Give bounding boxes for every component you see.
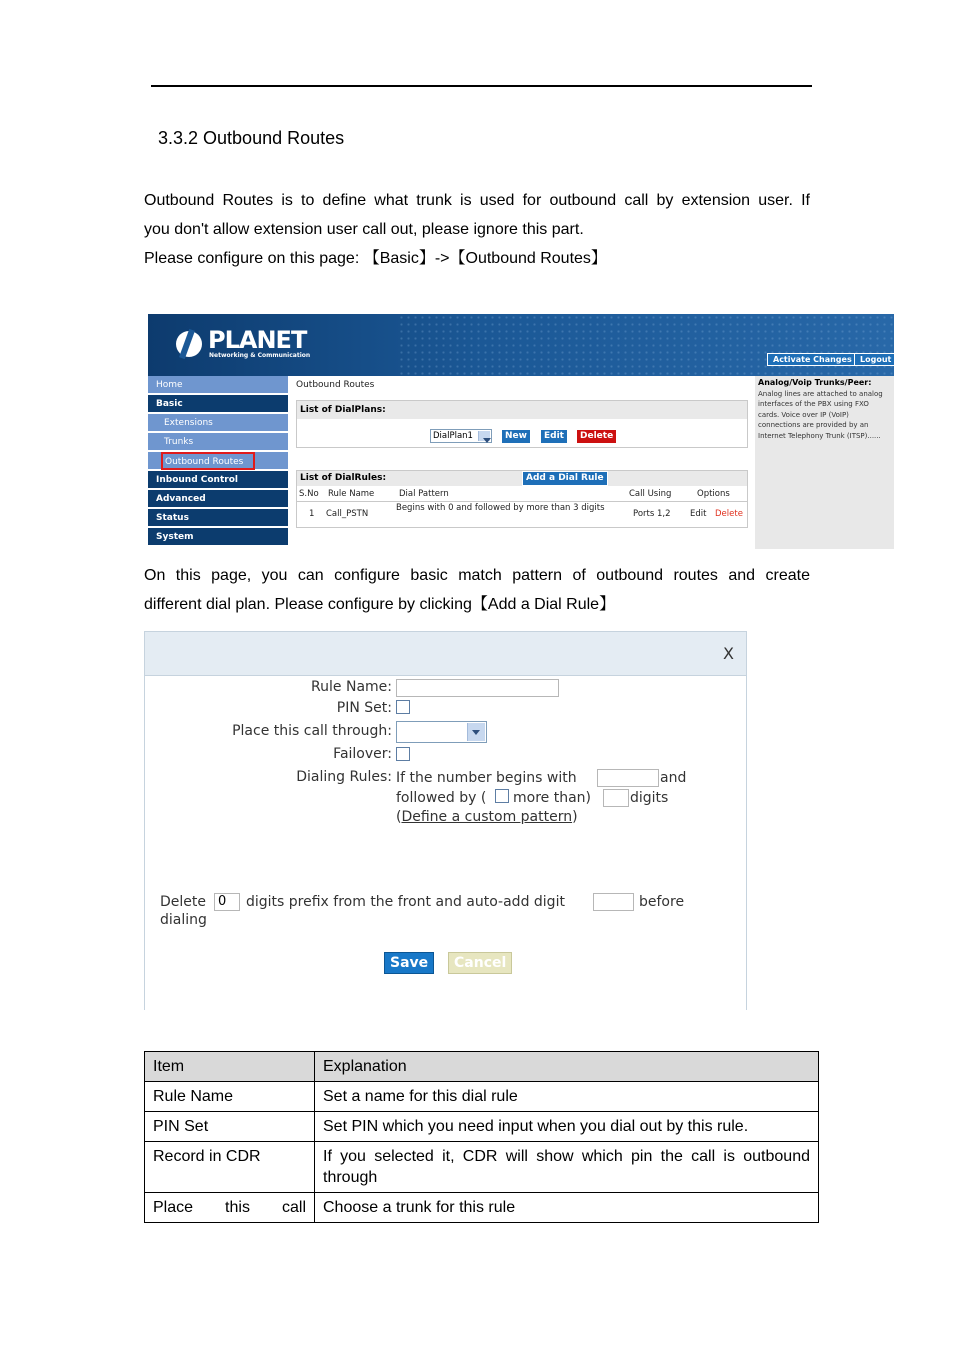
header-rule — [151, 85, 812, 87]
failover-checkbox[interactable] — [396, 747, 410, 761]
save-button[interactable]: Save — [384, 952, 434, 974]
cancel-button[interactable]: Cancel — [448, 952, 512, 974]
explanation-table — [144, 1051, 819, 1223]
col-options: Options — [697, 489, 730, 499]
sidebar-item-home[interactable]: Home — [148, 376, 288, 394]
logo-tagline: Networking & Communication — [209, 352, 311, 359]
auto-add-digit-input[interactable] — [593, 893, 634, 911]
dialrules-box — [296, 470, 748, 528]
sidebar-item-advanced[interactable]: Advanced — [148, 490, 288, 508]
trunk-select[interactable] — [396, 721, 487, 743]
edit-dialplan-button[interactable]: Edit — [540, 429, 568, 444]
digits-count-input[interactable] — [603, 789, 629, 807]
digits-text: digits — [630, 790, 669, 806]
dialog-header — [145, 632, 746, 676]
planet-logo-icon — [176, 331, 202, 357]
add-dial-rule-button[interactable]: Add a Dial Rule — [522, 471, 608, 486]
define-custom-pattern-link[interactable]: Define a custom pattern — [401, 809, 573, 825]
row-divider — [297, 501, 747, 502]
logout-button[interactable]: Logout — [854, 353, 894, 366]
sidebar-item-inbound-control[interactable]: Inbound Control — [148, 471, 288, 489]
failover-label: Failover: — [333, 746, 392, 762]
help-text: Analog lines are attached to analog interfaces of the PBX using FXO cards. Voice over IP (VoIP) connections are provided by an Internet Telephony Trunk (ITSP)...... — [758, 389, 883, 440]
rule-name-label: Rule Name: — [311, 679, 392, 695]
begins-with-input[interactable] — [597, 769, 659, 787]
delete-text: Delete — [160, 894, 206, 910]
col-dial-pattern: Dial Pattern — [399, 489, 449, 499]
rule-call-using: Ports 1,2 — [633, 509, 671, 519]
chevron-down-icon — [467, 723, 485, 741]
dialing-text: dialing — [160, 912, 207, 928]
sidebar-item-extensions[interactable]: Extensions — [148, 414, 288, 432]
main-panel — [290, 376, 752, 549]
prefix-text: digits prefix from the front and auto-add digit — [246, 894, 565, 910]
before-text: before — [639, 894, 685, 910]
rule-name: Call_PSTN — [326, 509, 369, 519]
new-dialplan-button[interactable]: New — [501, 429, 531, 444]
and-text: and — [660, 770, 687, 786]
logo-name: PLANET — [208, 326, 307, 354]
rule-sno: 1 — [309, 509, 315, 519]
banner-map-pattern — [398, 314, 894, 376]
sidebar-item-system[interactable]: System — [148, 528, 288, 546]
sidebar-item-outbound-routes[interactable]: Outbound Routes — [161, 452, 255, 470]
delete-dialplan-button[interactable]: Delete — [576, 429, 617, 444]
rule-name-input[interactable] — [396, 679, 559, 697]
close-icon[interactable]: X — [723, 644, 734, 663]
table-row: Record in CDR If you selected it, CDR will show which pin the call is outbound through — [145, 1142, 819, 1193]
section-heading: 3.3.2 Outbound Routes — [158, 128, 345, 148]
dialplans-box — [296, 400, 748, 448]
more-than-text: more than) — [513, 790, 591, 806]
rule-delete-link[interactable]: Delete — [715, 509, 743, 519]
table-row: Place this call Choose a trunk for this rule — [145, 1193, 819, 1223]
place-call-label: Place this call through: — [232, 723, 392, 739]
sidebar-item-status[interactable]: Status — [148, 509, 288, 527]
middle-paragraph: On this page, you can configure basic match pattern of outbound routes and create different dial plan. Please configure by clicking【Add a Dial Rule】 — [144, 567, 810, 613]
sidebar — [148, 376, 288, 549]
sidebar-item-basic[interactable]: Basic — [148, 395, 288, 413]
table-row: Rule Name Set a name for this dial rule — [145, 1082, 819, 1112]
table-header-row — [145, 1052, 819, 1082]
outbound-routes-screenshot — [148, 314, 894, 549]
table-row: PIN Set Set PIN which you need input when you dial out by this rule. — [145, 1112, 819, 1142]
help-panel — [755, 376, 894, 549]
dialplans-header: List of DialPlans: — [297, 401, 747, 419]
rule-pattern: Begins with 0 and followed by more than 3 digits — [396, 503, 605, 513]
dialrules-header: List of DialRules: — [297, 471, 747, 486]
followed-by-text: followed by ( — [396, 790, 487, 806]
help-title: Analog/Voip Trunks/Peer: — [758, 378, 872, 387]
delete-digits-input[interactable]: 0 — [214, 893, 240, 911]
col-call-using: Call Using — [629, 489, 672, 499]
chevron-down-icon — [478, 431, 490, 441]
pin-set-label: PIN Set: — [336, 700, 392, 716]
sidebar-item-trunks[interactable]: Trunks — [148, 433, 288, 451]
header-item: Item — [145, 1052, 315, 1082]
intro-paragraph: Outbound Routes is to define what trunk is used for outbound call by extension user. If you don't allow extension user call out, please ignore this part. Please configure on this page: 【Basic】->【Outbound Routes】 — [144, 192, 810, 267]
activate-changes-button[interactable]: Activate Changes — [767, 353, 858, 366]
dialplan-select[interactable]: DialPlan1 — [430, 429, 492, 443]
pin-set-checkbox[interactable] — [396, 700, 410, 714]
col-rule-name: Rule Name — [328, 489, 375, 499]
rule-edit-link[interactable]: Edit — [690, 509, 707, 519]
header-explanation: Explanation — [315, 1052, 819, 1082]
col-sno: S.No — [299, 489, 319, 499]
custom-pattern-row: (Define a custom pattern) — [396, 809, 578, 825]
dialing-rules-label: Dialing Rules: — [296, 769, 392, 785]
more-than-checkbox[interactable] — [495, 789, 509, 803]
add-dial-rule-dialog — [144, 631, 747, 1010]
page-title: Outbound Routes — [296, 380, 375, 390]
begins-with-text: If the number begins with — [396, 770, 577, 786]
